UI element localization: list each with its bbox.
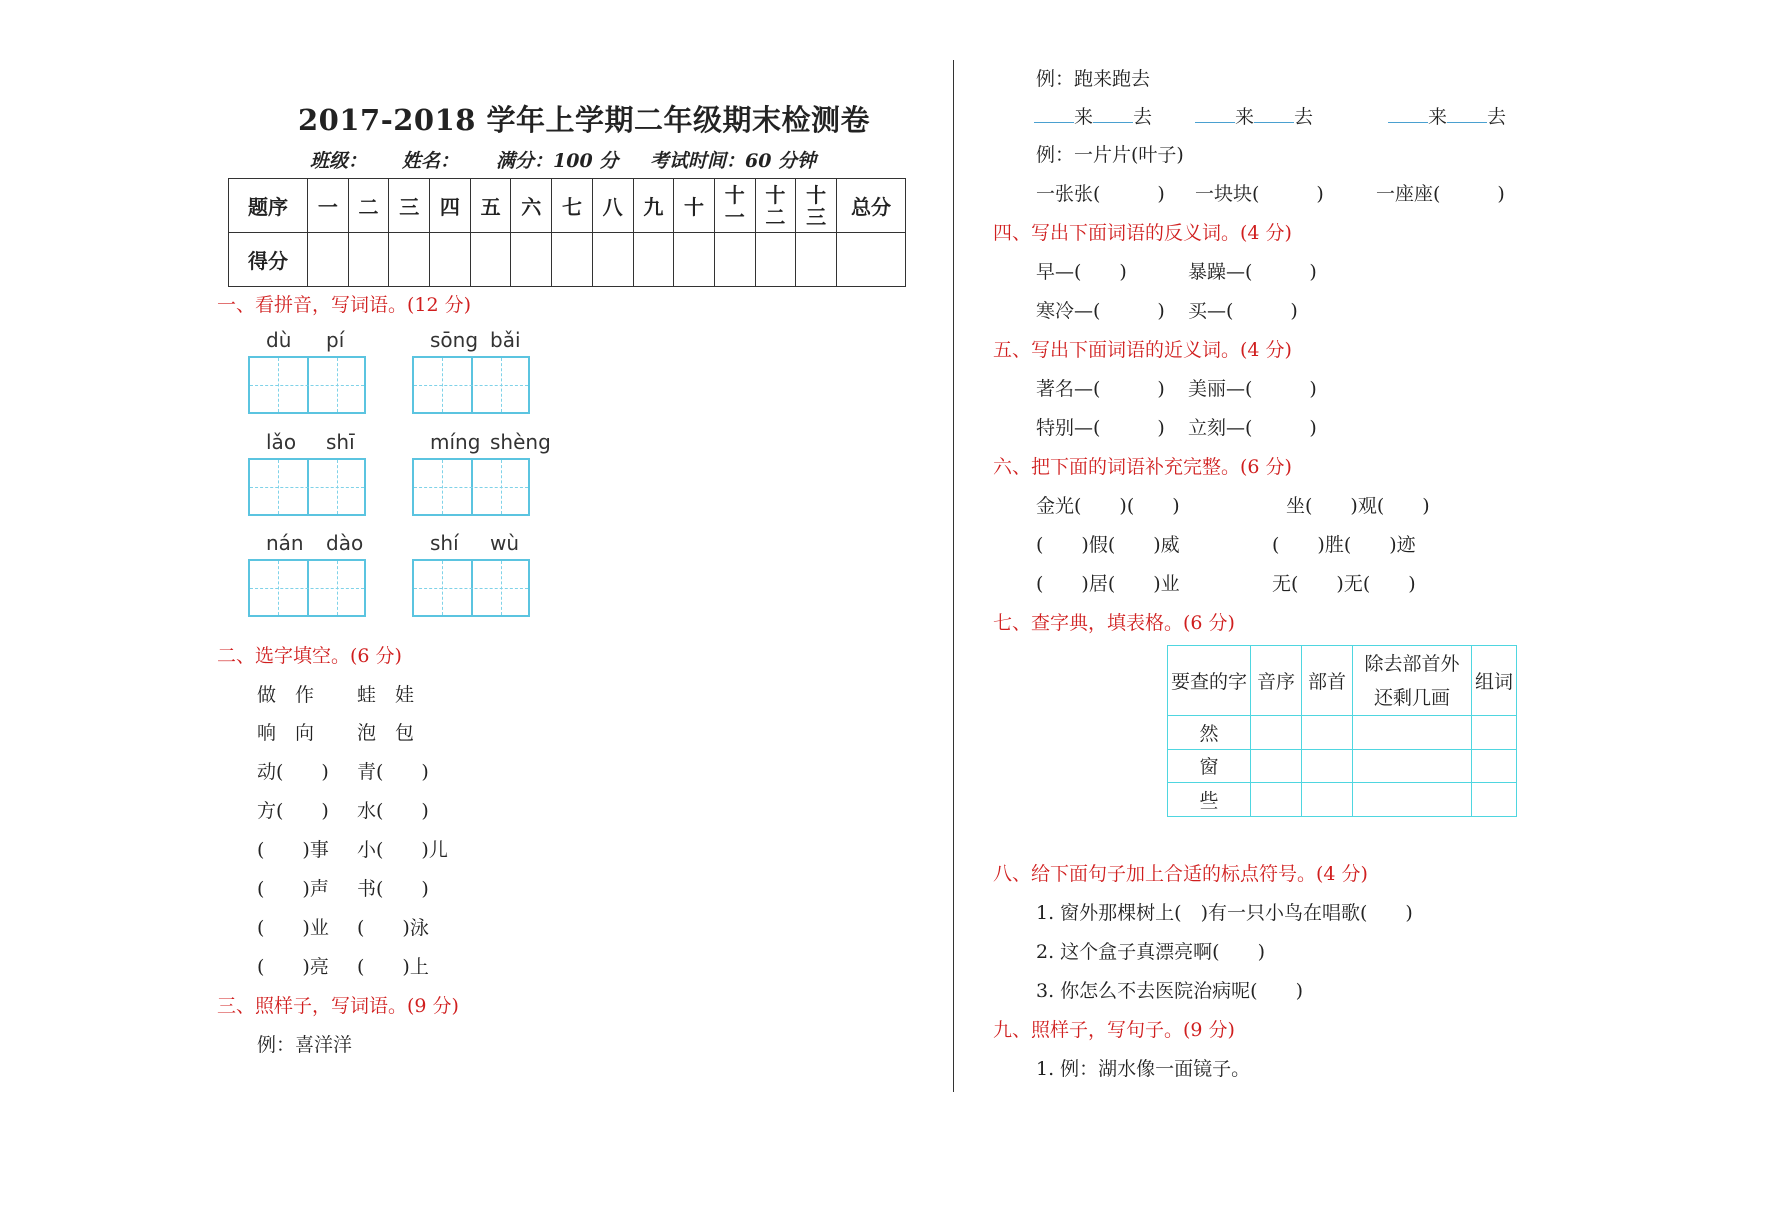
dict-cell[interactable] (1251, 783, 1302, 817)
score-col: 三 (389, 179, 430, 233)
score-col: 四 (430, 179, 471, 233)
page-title: 2017-2018 学年上学期二年级期末检测卷 (298, 103, 871, 137)
score-header-points: 得分 (229, 233, 308, 287)
score-cell[interactable] (430, 233, 471, 287)
synonym-item[interactable]: 美丽—( ) (1188, 378, 1317, 400)
choice-pair: 泡 包 (357, 722, 415, 744)
fill-blank-item[interactable]: 动( ) (257, 761, 329, 783)
measure-word-item[interactable]: 一块块( ) (1195, 183, 1324, 205)
punctuation-item[interactable]: 1. 窗外那棵树上( )有一只小鸟在唱歌( ) (1036, 902, 1413, 924)
idiom-item[interactable]: 金光( )( ) (1036, 495, 1180, 517)
fill-blank-item[interactable]: 小( )儿 (357, 839, 448, 861)
section-7-heading: 七、查字典，填表格。(6 分) (993, 612, 1235, 634)
choice-pair: 做 作 (257, 684, 315, 706)
name-label: 姓名： (402, 150, 460, 172)
choice-pair: 响 向 (257, 722, 315, 744)
antonym-item[interactable]: 买—( ) (1188, 300, 1298, 322)
dict-char: 窗 (1168, 749, 1251, 783)
dict-header: 要查的字 (1168, 646, 1251, 716)
idiom-item[interactable]: ( )胜( )迹 (1272, 534, 1416, 556)
writing-grid[interactable] (248, 559, 366, 617)
choice-pair: 蛙 娃 (357, 684, 415, 706)
dict-cell[interactable] (1472, 783, 1517, 817)
score-col: 五 (470, 179, 511, 233)
score-cell[interactable] (714, 233, 755, 287)
pinyin-label: dào (326, 531, 364, 555)
dict-cell[interactable] (1353, 749, 1472, 783)
synonym-item[interactable]: 特别—( ) (1036, 417, 1165, 439)
pinyin-label: nán (266, 531, 304, 555)
score-cell[interactable] (674, 233, 715, 287)
writing-grid[interactable] (248, 458, 366, 516)
writing-grid[interactable] (412, 559, 530, 617)
dict-header: 组词 (1472, 646, 1517, 716)
score-cell[interactable] (796, 233, 837, 287)
example-text: 例：跑来跑去 (1036, 68, 1151, 90)
dict-cell[interactable] (1302, 749, 1353, 783)
score-cell[interactable] (470, 233, 511, 287)
punctuation-item[interactable]: 3. 你怎么不去医院治病呢( ) (1036, 980, 1303, 1002)
writing-grid[interactable] (412, 356, 530, 414)
lai-qu-blank-3[interactable]: 来 去 (1388, 102, 1506, 129)
score-col: 十 二 (755, 179, 796, 233)
dict-cell[interactable] (1302, 783, 1353, 817)
dictionary-table (1167, 645, 1517, 817)
dict-header: 部首 (1302, 646, 1353, 716)
dict-header: 除去部首外 还剩几画 (1353, 646, 1472, 716)
dict-header: 音序 (1251, 646, 1302, 716)
writing-grid[interactable] (248, 356, 366, 414)
dict-cell[interactable] (1251, 716, 1302, 750)
section-2-heading: 二、选字填空。(6 分) (217, 645, 402, 667)
fill-blank-item[interactable]: 方( ) (257, 800, 329, 822)
idiom-item[interactable]: ( )假( )威 (1036, 534, 1180, 556)
score-col: 十 三 (796, 179, 837, 233)
pinyin-label: sōng (430, 328, 479, 352)
score-cell[interactable] (592, 233, 633, 287)
synonym-item[interactable]: 著名—( ) (1036, 378, 1165, 400)
measure-word-item[interactable]: 一张张( ) (1036, 183, 1165, 205)
score-col: 八 (592, 179, 633, 233)
pinyin-label: shí (430, 531, 459, 555)
exam-time-label: 考试时间：60 分钟 (650, 150, 817, 172)
lai-qu-blank-1[interactable]: 来 去 (1034, 102, 1152, 129)
section-8-heading: 八、给下面句子加上合适的标点符号。(4 分) (993, 863, 1368, 885)
pinyin-label: wù (490, 531, 520, 555)
dict-cell[interactable] (1353, 783, 1472, 817)
class-label: 班级： (310, 150, 368, 172)
score-header-order: 题序 (229, 179, 308, 233)
antonym-item[interactable]: 暴躁—( ) (1188, 261, 1317, 283)
fill-blank-item[interactable]: ( )泳 (357, 917, 429, 939)
idiom-item[interactable]: 无( )无( ) (1272, 573, 1416, 595)
section-9-heading: 九、照样子，写句子。(9 分) (993, 1019, 1235, 1041)
lai-qu-blank-2[interactable]: 来 去 (1195, 102, 1313, 129)
pinyin-label: shèng (490, 430, 551, 454)
dict-cell[interactable] (1302, 716, 1353, 750)
measure-word-item[interactable]: 一座座( ) (1376, 183, 1505, 205)
score-col: 一 (308, 179, 349, 233)
score-col: 七 (552, 179, 593, 233)
sentence-example: 1. 例：湖水像一面镜子。 (1036, 1058, 1251, 1080)
score-cell[interactable] (837, 233, 906, 287)
fill-blank-item[interactable]: ( )上 (357, 956, 429, 978)
section-6-heading: 六、把下面的词语补充完整。(6 分) (993, 456, 1292, 478)
dict-char: 些 (1168, 783, 1251, 817)
pinyin-label: lǎo (266, 430, 297, 454)
idiom-item[interactable]: 坐( )观( ) (1286, 495, 1430, 517)
score-col: 十 一 (714, 179, 755, 233)
score-header-total: 总分 (837, 179, 906, 233)
synonym-item[interactable]: 立刻—( ) (1188, 417, 1317, 439)
fill-blank-item[interactable]: ( )声 (257, 878, 329, 900)
pinyin-label: pí (326, 328, 345, 352)
full-score-label: 满分：100 分 (496, 150, 619, 172)
writing-grid[interactable] (412, 458, 530, 516)
antonym-item[interactable]: 早—( ) (1036, 261, 1127, 283)
score-cell[interactable] (348, 233, 389, 287)
pinyin-label: shī (326, 430, 355, 454)
pinyin-label: bǎi (490, 328, 521, 352)
score-cell[interactable] (308, 233, 349, 287)
dict-cell[interactable] (1472, 716, 1517, 750)
fill-blank-item[interactable]: 青( ) (357, 761, 429, 783)
example-text: 例：一片片(叶子) (1036, 144, 1184, 166)
punctuation-item[interactable]: 2. 这个盒子真漂亮啊( ) (1036, 941, 1265, 963)
fill-blank-item[interactable]: 书( ) (357, 878, 429, 900)
score-col: 九 (633, 179, 674, 233)
score-cell[interactable] (552, 233, 593, 287)
pinyin-label: míng (430, 430, 481, 454)
section-1-heading: 一、看拼音，写词语。(12 分) (217, 294, 472, 316)
score-table (228, 178, 906, 287)
score-col: 六 (511, 179, 552, 233)
fill-blank-item[interactable]: 水( ) (357, 800, 429, 822)
pinyin-label: dù (266, 328, 292, 352)
idiom-item[interactable]: ( )居( )业 (1036, 573, 1180, 595)
score-cell[interactable] (511, 233, 552, 287)
section-3-heading: 三、照样子，写词语。(9 分) (217, 995, 459, 1017)
fill-blank-item[interactable]: ( )业 (257, 917, 329, 939)
score-cell[interactable] (755, 233, 796, 287)
score-cell[interactable] (389, 233, 430, 287)
antonym-item[interactable]: 寒冷—( ) (1036, 300, 1165, 322)
dict-cell[interactable] (1353, 716, 1472, 750)
example-text: 例：喜洋洋 (257, 1034, 353, 1056)
section-4-heading: 四、写出下面词语的反义词。(4 分) (993, 222, 1292, 244)
section-5-heading: 五、写出下面词语的近义词。(4 分) (993, 339, 1292, 361)
dict-cell[interactable] (1472, 749, 1517, 783)
dict-char: 然 (1168, 716, 1251, 750)
fill-blank-item[interactable]: ( )事 (257, 839, 329, 861)
fill-blank-item[interactable]: ( )亮 (257, 956, 329, 978)
score-col: 二 (348, 179, 389, 233)
column-divider (953, 60, 954, 1092)
score-col: 十 (674, 179, 715, 233)
dict-cell[interactable] (1251, 749, 1302, 783)
score-cell[interactable] (633, 233, 674, 287)
